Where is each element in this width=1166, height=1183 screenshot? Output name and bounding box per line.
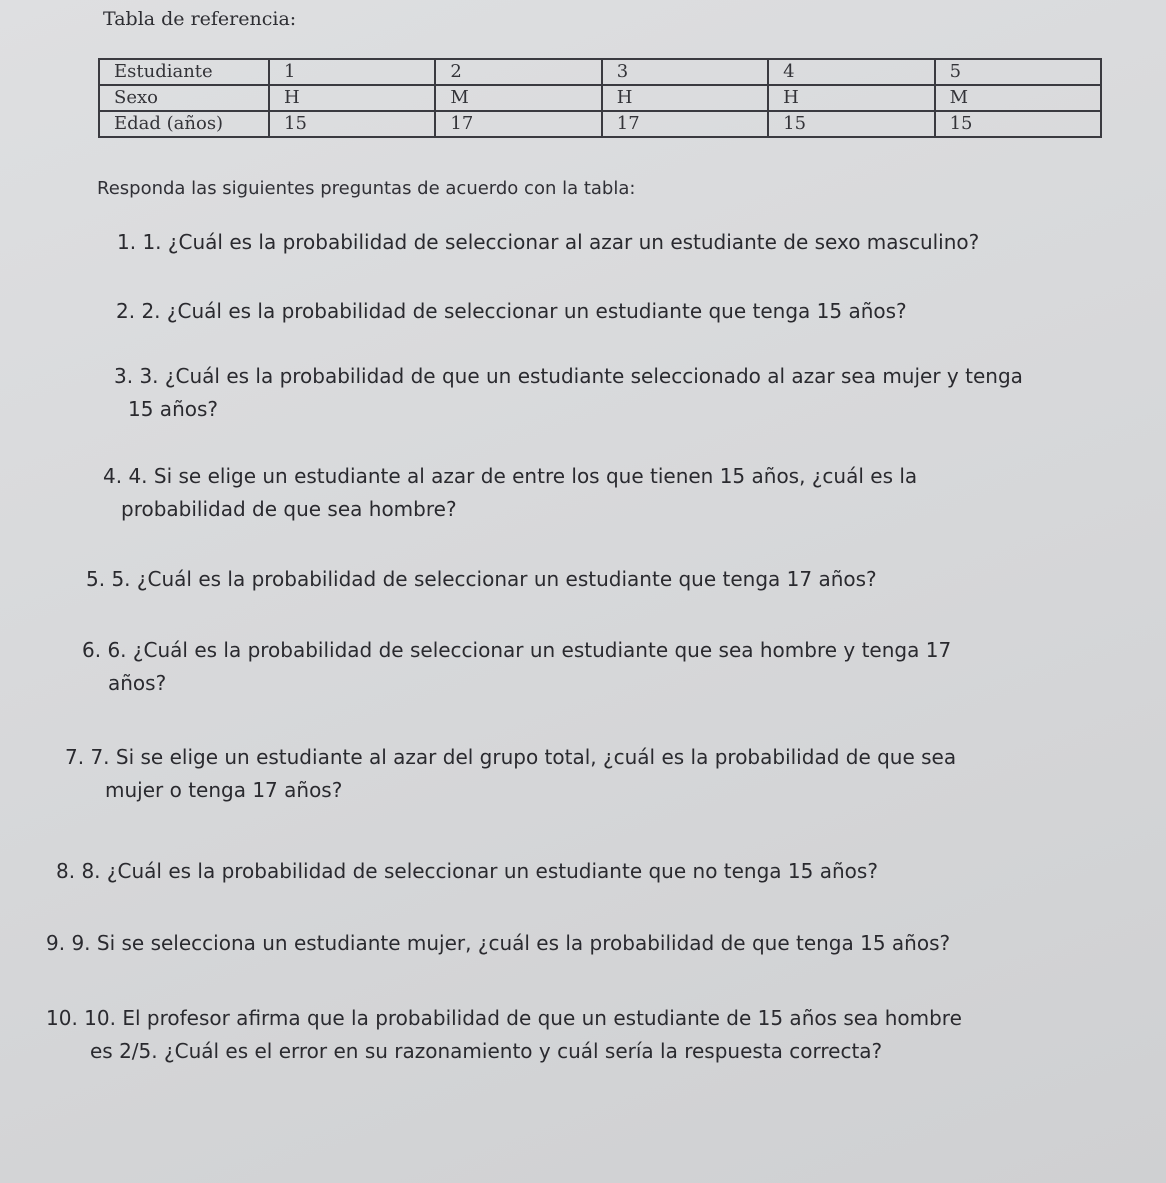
- question-text: 4. Si se elige un estudiante al azar de entre los que tienen 15 años, ¿cuál es la: [128, 464, 918, 488]
- question-number: 8.: [56, 859, 76, 883]
- question-number: 1.: [117, 230, 137, 254]
- question-text: 5. ¿Cuál es la probabilidad de seleccionar un estudiante que tenga 17 años?: [111, 567, 877, 591]
- table-cell: 4: [768, 59, 934, 85]
- table-row: [99, 111, 1101, 137]
- question-text-continued: probabilidad de que sea hombre?: [121, 497, 457, 521]
- question-number: 4.: [103, 464, 123, 488]
- table-cell: Edad (años): [99, 111, 269, 137]
- question-6: [82, 634, 951, 700]
- question-text-continued: años?: [108, 671, 167, 695]
- question-5: [86, 563, 877, 596]
- question-number: 6.: [82, 638, 102, 662]
- question-number: 3.: [114, 364, 134, 388]
- question-number: 5.: [86, 567, 106, 591]
- question-text: 7. Si se elige un estudiante al azar del grupo total, ¿cuál es la probabilidad de que sea: [90, 745, 957, 769]
- table-cell: 5: [935, 59, 1101, 85]
- question-text: 3. ¿Cuál es la probabilidad de que un estudiante seleccionado al azar sea mujer y tenga: [139, 364, 1023, 388]
- question-1: [117, 226, 979, 259]
- question-text: 10. El profesor afirma que la probabilidad de que un estudiante de 15 años sea hombre: [84, 1006, 962, 1030]
- question-text-continued: es 2/5. ¿Cuál es el error en su razonamiento y cuál sería la respuesta correcta?: [90, 1039, 883, 1063]
- table-cell: 2: [435, 59, 601, 85]
- question-text-continued: mujer o tenga 17 años?: [105, 778, 343, 802]
- table-cell: H: [269, 85, 435, 111]
- table-cell: 15: [269, 111, 435, 137]
- reference-table: [98, 58, 1102, 138]
- table-row: [99, 85, 1101, 111]
- question-2: [116, 295, 907, 328]
- question-4: [103, 460, 917, 526]
- table-cell: 15: [935, 111, 1101, 137]
- table-cell: M: [935, 85, 1101, 111]
- table-cell: 1: [269, 59, 435, 85]
- table-cell: Estudiante: [99, 59, 269, 85]
- question-text: 9. Si se selecciona un estudiante mujer, ¿cuál es la probabilidad de que tenga 15 años?: [71, 931, 951, 955]
- question-number: 9.: [46, 931, 66, 955]
- question-number: 7.: [65, 745, 85, 769]
- question-text: 2. ¿Cuál es la probabilidad de seleccionar un estudiante que tenga 15 años?: [141, 299, 907, 323]
- question-7: [65, 741, 956, 807]
- table-cell: H: [768, 85, 934, 111]
- table-row: [99, 59, 1101, 85]
- question-10: [46, 1002, 962, 1068]
- question-text: 6. ¿Cuál es la probabilidad de seleccionar un estudiante que sea hombre y tenga 17: [107, 638, 952, 662]
- question-number: 2.: [116, 299, 136, 323]
- table-cell: Sexo: [99, 85, 269, 111]
- table-cell: M: [435, 85, 601, 111]
- question-number: 10.: [46, 1006, 78, 1030]
- question-text: 8. ¿Cuál es la probabilidad de seleccionar un estudiante que no tenga 15 años?: [81, 859, 878, 883]
- table-cell: 3: [602, 59, 768, 85]
- table-cell: 17: [602, 111, 768, 137]
- table-cell: 15: [768, 111, 934, 137]
- question-text-continued: 15 años?: [128, 397, 219, 421]
- question-3: [114, 360, 1023, 426]
- table-cell: H: [602, 85, 768, 111]
- question-9: [46, 927, 950, 960]
- instructions: Responda las siguientes preguntas de acuerdo con la tabla:: [97, 178, 636, 199]
- table-cell: 17: [435, 111, 601, 137]
- reference-title: Tabla de referencia:: [103, 8, 297, 30]
- question-8: [56, 855, 878, 888]
- question-text: 1. ¿Cuál es la probabilidad de seleccionar al azar un estudiante de sexo masculino?: [142, 230, 980, 254]
